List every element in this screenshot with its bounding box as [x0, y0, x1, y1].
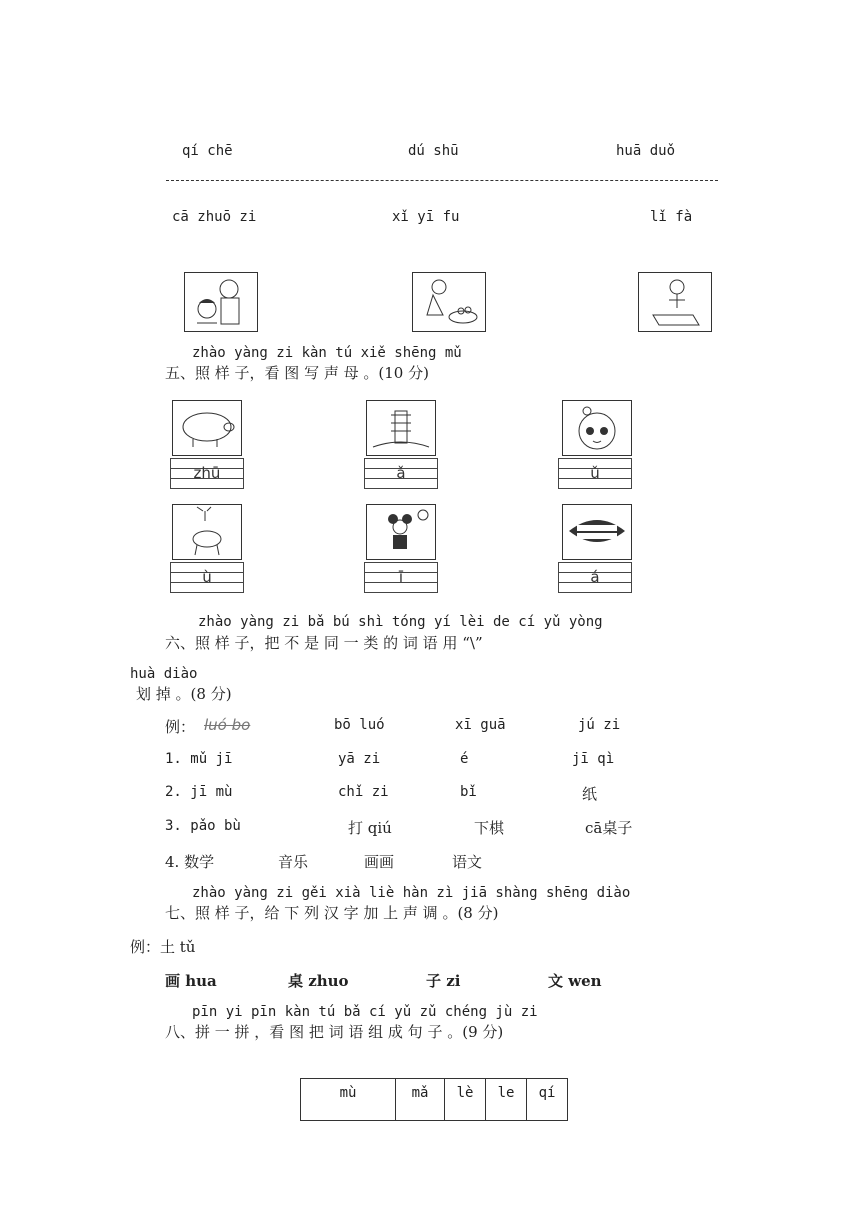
word-cell: mǎ [396, 1079, 445, 1121]
pinyin-word: cā zhuō zi [172, 209, 257, 225]
section-pinyin: zhào yàng zi kàn tú xiě shēng mǔ [192, 345, 462, 361]
writing-lines [364, 562, 438, 592]
haircut-picture-icon [184, 272, 258, 332]
tone-item: 文 wen [548, 972, 602, 990]
row-item: 3. pǎo bù [165, 818, 241, 834]
section-title: 五、照 样 子，看 图 写 声 母 。(10 分) [165, 364, 429, 382]
row-item: 音乐 [278, 853, 309, 871]
mouse-football-picture-icon [366, 504, 436, 560]
row-item: cā桌子 [585, 819, 633, 837]
writing-lines [558, 562, 632, 592]
answer-text: ǔ [590, 464, 600, 482]
section-pinyin: zhào yàng zi gěi xià liè hàn zì jiā shàng shēng diào [192, 885, 631, 901]
example-struck-word: luó bo [204, 716, 251, 734]
pinyin-word: qí chē [182, 143, 233, 159]
pinyin-word: lǐ fà [650, 209, 693, 225]
answer-text: ǎ [396, 464, 406, 482]
pinyin-word: dú shū [408, 143, 459, 159]
answer-text: á [590, 568, 600, 586]
tone-item: 画 hua [165, 972, 217, 990]
row-item: 打 qiú [348, 819, 392, 837]
writing-lines [170, 458, 244, 488]
section-pinyin: zhào yàng zi bǎ bú shì tóng yí lèi de cí yǔ yòng [198, 614, 603, 630]
row-item: yā zi [338, 751, 381, 767]
row-item: 画画 [364, 853, 395, 871]
example-word: jú zi [578, 717, 621, 733]
pinyin-word: xǐ yī fu [392, 209, 460, 225]
tower-picture-icon [366, 400, 436, 456]
row-item: é [460, 751, 469, 767]
answer-text: ù [202, 568, 212, 586]
teeth-picture-icon [562, 504, 632, 560]
row-item: 2. jī mù [165, 784, 233, 800]
row-item: chǐ zi [338, 784, 389, 800]
dashed-divider [166, 180, 718, 181]
word-cell: lè [445, 1079, 486, 1121]
writing-lines [364, 458, 438, 488]
example-word: bō luó [334, 717, 385, 733]
row-item: 下棋 [474, 819, 505, 837]
row-item: 4. 数学 [165, 853, 215, 871]
deer-picture-icon [172, 504, 242, 560]
section-pinyin: huà diào [130, 666, 198, 682]
section-title: 八、拼 一 拼 ，看 图 把 词 语 组 成 句 子 。(9 分) [165, 1023, 504, 1041]
example-label: 例：土 tǔ [130, 938, 196, 956]
word-cell: qí [527, 1079, 568, 1121]
section-title: 六、照 样 子，把 不 是 同 一 类 的 词 语 用 “\” [165, 634, 483, 652]
word-table [300, 1078, 568, 1121]
word-cell: mù [301, 1079, 396, 1121]
row-item: bǐ [460, 784, 477, 800]
wiping-table-picture-icon [638, 272, 712, 332]
section-title: 七、照 样 子，给 下 列 汉 字 加 上 声 调 。(8 分) [165, 904, 499, 922]
example-word: xī guā [455, 717, 506, 733]
example-label: 例： [165, 718, 196, 736]
writing-lines [558, 458, 632, 488]
girl-picture-icon [562, 400, 632, 456]
tone-item: 桌 zhuo [288, 972, 349, 990]
writing-lines [170, 562, 244, 592]
row-item: 纸 [582, 785, 598, 803]
pig-picture-icon [172, 400, 242, 456]
section-title: 划 掉 。(8 分) [136, 685, 232, 703]
row-item: jī qì [572, 751, 615, 767]
row-item: 1. mǔ jī [165, 751, 233, 767]
answer-text: ī [398, 568, 404, 586]
pinyin-word: huā duǒ [616, 143, 676, 159]
tone-item: 子 zi [426, 972, 461, 990]
washing-clothes-picture-icon [412, 272, 486, 332]
word-cell: le [486, 1079, 527, 1121]
row-item: 语文 [452, 853, 483, 871]
section-pinyin: pīn yi pīn kàn tú bǎ cí yǔ zǔ chéng jù zi [192, 1004, 538, 1020]
answer-text: zhū [193, 464, 221, 482]
